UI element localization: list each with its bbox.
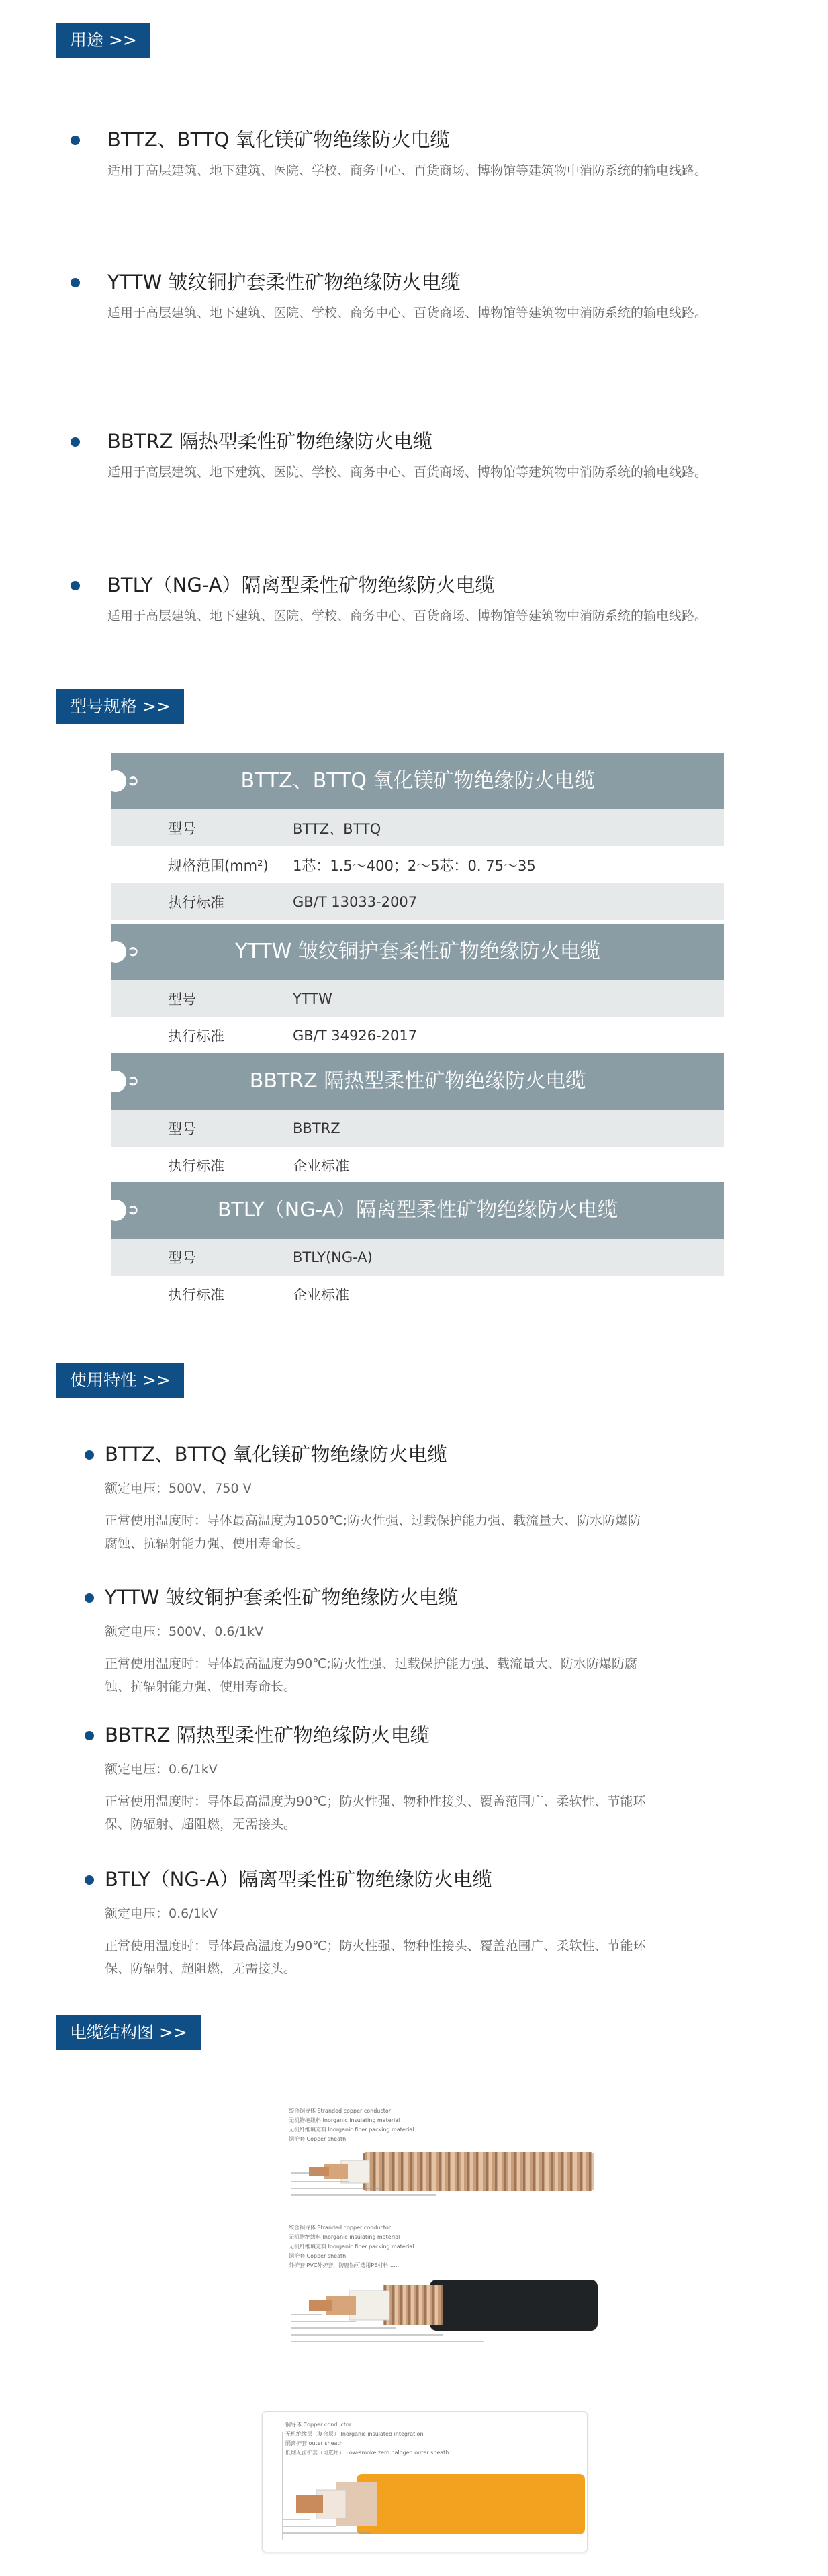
- spec-table-2: [111, 924, 724, 1054]
- spec-table-1: [111, 753, 724, 920]
- corrugated-cable-illustration: [282, 2106, 604, 2207]
- spec-value: 企业标准: [293, 1157, 349, 1174]
- feature-item-1: [85, 1441, 756, 1555]
- section-models-tag: 型号规格 >>: [56, 689, 184, 724]
- bullet-dot: [85, 1450, 94, 1460]
- bullet-dot: [71, 278, 80, 287]
- spec-row: [111, 1147, 724, 1184]
- legend-line: 隔离护套 outer sheath: [285, 2440, 343, 2446]
- arrow-circle-icon: ➲: [126, 1073, 140, 1090]
- spec-row: [111, 809, 724, 846]
- section-usage-tag: 用途 >>: [56, 23, 150, 58]
- legend-line: 低烟无卤护套（可选用） Low-smoke zero halogen outer sheath: [285, 2450, 449, 2456]
- usage-item-2: [71, 269, 776, 325]
- spec-key: 型号: [168, 1249, 196, 1266]
- notch-decoration: [105, 941, 126, 963]
- usage-title: BTLY（NG-A）隔离型柔性矿物绝缘防火电缆: [107, 574, 495, 596]
- spec-header: [111, 1053, 724, 1110]
- feature-temp-line: 保、防辐射、超阻燃，无需接头。: [105, 1817, 297, 1832]
- feature-temp-line: 腐蚀、抗辐射能力强、使用寿命长。: [105, 1536, 310, 1551]
- sheathed-cable-illustration: [282, 2223, 604, 2348]
- legend-line: 绞合铜导体 Stranded copper conductor: [289, 2108, 392, 2114]
- spec-key: 执行标准: [168, 1028, 224, 1045]
- feature-title: BBTRZ 隔热型柔性矿物绝缘防火电缆: [105, 1724, 430, 1746]
- bullet-dot: [85, 1875, 94, 1885]
- spec-key: 型号: [168, 820, 196, 837]
- spec-value: 企业标准: [293, 1286, 349, 1303]
- spec-value: YTTW: [293, 990, 332, 1007]
- usage-item-1: [71, 126, 776, 183]
- cable-diagram-2: [282, 2223, 604, 2348]
- feature-voltage: 额定电压：500V、0.6/1kV: [105, 1624, 263, 1639]
- notch-decoration: [105, 1071, 126, 1092]
- bullet-dot: [71, 437, 80, 447]
- spec-row: [111, 1276, 724, 1313]
- bullet-dot: [85, 1593, 94, 1603]
- notch-decoration: [105, 770, 126, 792]
- legend-line: 铜护套 Copper sheath: [289, 2136, 347, 2142]
- usage-desc: 适用于高层建筑、地下建筑、医院、学校、商务中心、百货商场、博物馆等建筑物中消防系统的输电线路。: [107, 163, 708, 178]
- usage-title: BBTRZ 隔热型柔性矿物绝缘防火电缆: [107, 430, 432, 453]
- legend-line: 铜护套 Copper sheath: [289, 2253, 347, 2259]
- spec-table-4: [111, 1182, 724, 1313]
- notch-decoration: [105, 1200, 126, 1221]
- legend-line: 绞合铜导体 Stranded copper conductor: [289, 2225, 392, 2231]
- bullet-dot: [71, 136, 80, 145]
- spec-row: [111, 883, 724, 920]
- feature-item-3: [85, 1722, 756, 1836]
- feature-temp-line: 正常使用温度时：导体最高温度为90℃;防火性强、过载保护能力强、载流量大、防水防爆防腐: [105, 1656, 637, 1671]
- feature-temp-line: 蚀、抗辐射能力强、使用寿命长。: [105, 1679, 297, 1694]
- spec-key: 执行标准: [168, 1286, 224, 1303]
- spec-table-3: [111, 1053, 724, 1184]
- spec-row: [111, 846, 724, 883]
- feature-item-4: [85, 1866, 756, 1980]
- usage-item-4: [71, 572, 776, 628]
- legend-line: 铜导体 Copper conductor: [285, 2422, 352, 2428]
- legend-line: 无机纤维填充料 Inorganic fiber packing material: [289, 2244, 414, 2250]
- spec-title: BTLY（NG-A）隔离型柔性矿物绝缘防火电缆: [217, 1198, 618, 1222]
- feature-voltage: 额定电压：0.6/1kV: [105, 1762, 218, 1777]
- arrow-circle-icon: ➲: [126, 1202, 140, 1218]
- feature-temp-line: 正常使用温度时：导体最高温度为90℃；防火性强、物种性接头、覆盖范围广、柔软性、节能环: [105, 1939, 646, 1953]
- orange-cable-illustration: [263, 2412, 588, 2553]
- spec-row: [111, 1239, 724, 1276]
- usage-desc: 适用于高层建筑、地下建筑、医院、学校、商务中心、百货商场、博物馆等建筑物中消防系统的输电线路。: [107, 609, 708, 623]
- feature-voltage: 额定电压：500V、750 V: [105, 1481, 252, 1496]
- legend-line: 无机物绝缘料 Inorganic insulating material: [289, 2234, 400, 2240]
- legend-line: 无机纤维填充料 Inorganic fiber packing material: [289, 2127, 414, 2133]
- spec-title: YTTW 皱纹铜护套柔性矿物绝缘防火电缆: [235, 940, 600, 963]
- arrow-circle-icon: ➲: [126, 943, 140, 960]
- feature-title: YTTW 皱纹铜护套柔性矿物绝缘防火电缆: [105, 1586, 458, 1609]
- usage-desc: 适用于高层建筑、地下建筑、医院、学校、商务中心、百货商场、博物馆等建筑物中消防系统的输电线路。: [107, 306, 708, 320]
- section-features-tag: 使用特性 >>: [56, 1363, 184, 1398]
- cable-diagram-1: [282, 2106, 604, 2207]
- cable-diagram-3: [262, 2411, 588, 2552]
- spec-value: GB/T 34926-2017: [293, 1027, 418, 1044]
- feature-temp-line: 正常使用温度时：导体最高温度为1050℃;防火性强、过载保护能力强、载流量大、防水防爆防: [105, 1513, 641, 1528]
- spec-key: 执行标准: [168, 1157, 224, 1174]
- feature-temp-line: 保、防辐射、超阻燃，无需接头。: [105, 1961, 297, 1976]
- usage-title: BTTZ、BTTQ 氧化镁矿物绝缘防火电缆: [107, 128, 450, 151]
- spec-header: [111, 1182, 724, 1239]
- bullet-dot: [85, 1731, 94, 1740]
- bullet-dot: [71, 581, 80, 590]
- spec-value: BTTZ、BTTQ: [293, 820, 381, 837]
- spec-title: BTTZ、BTTQ 氧化镁矿物绝缘防火电缆: [240, 769, 595, 793]
- spec-key: 型号: [168, 991, 196, 1008]
- feature-item-2: [85, 1584, 756, 1698]
- feature-title: BTTZ、BTTQ 氧化镁矿物绝缘防火电缆: [105, 1443, 447, 1466]
- section-structure-tag: 电缆结构图 >>: [56, 2015, 201, 2050]
- usage-item-3: [71, 428, 776, 484]
- spec-row: [111, 980, 724, 1017]
- arrow-circle-icon: ➲: [126, 772, 140, 789]
- spec-value: BBTRZ: [293, 1120, 340, 1137]
- usage-desc: 适用于高层建筑、地下建筑、医院、学校、商务中心、百货商场、博物馆等建筑物中消防系统的输电线路。: [107, 465, 708, 480]
- legend-line: 外护套 PVC外护套，防腐蚀可选用PE材料 ……: [289, 2262, 401, 2268]
- spec-key: 型号: [168, 1120, 196, 1137]
- spec-value: BTLY(NG-A): [293, 1249, 373, 1265]
- spec-value: GB/T 13033-2007: [293, 893, 418, 910]
- feature-temp-line: 正常使用温度时：导体最高温度为90℃；防火性强、物种性接头、覆盖范围广、柔软性、节能环: [105, 1794, 646, 1809]
- spec-header: [111, 753, 724, 809]
- spec-header: [111, 924, 724, 980]
- legend-line: 无机物绝缘料 Inorganic insulating material: [289, 2117, 400, 2123]
- legend-line: 无机绝缘层（复合层） Inorganic insulated integration: [285, 2431, 424, 2437]
- spec-key: 执行标准: [168, 894, 224, 911]
- spec-title: BBTRZ 隔热型柔性矿物绝缘防火电缆: [249, 1069, 586, 1093]
- feature-voltage: 额定电压：0.6/1kV: [105, 1906, 218, 1921]
- usage-title: YTTW 皱纹铜护套柔性矿物绝缘防火电缆: [107, 271, 461, 294]
- spec-key: 规格范围(mm²): [168, 857, 269, 874]
- spec-row: [111, 1017, 724, 1054]
- spec-row: [111, 1110, 724, 1147]
- feature-title: BTLY（NG-A）隔离型柔性矿物绝缘防火电缆: [105, 1868, 492, 1891]
- spec-value: 1芯：1.5～400；2～5芯：0. 75～35: [293, 857, 536, 874]
